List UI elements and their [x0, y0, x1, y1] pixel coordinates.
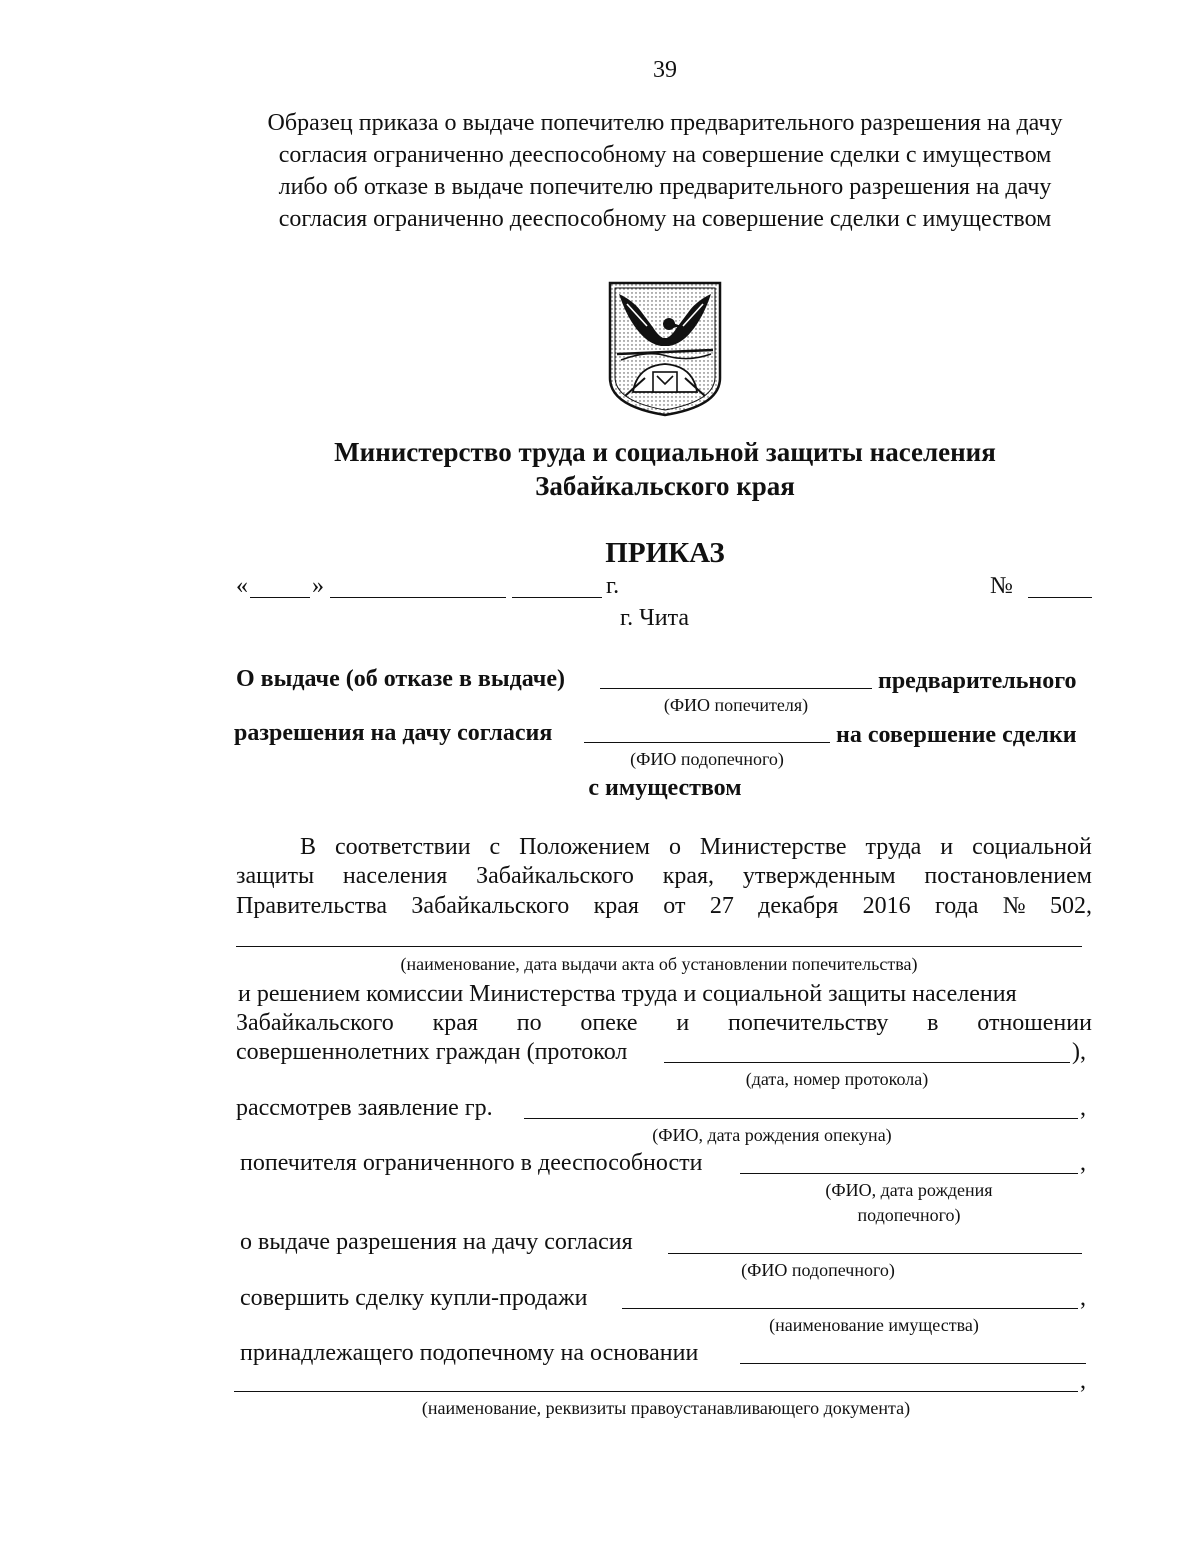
guardian-prefix: попечителя ограниченного в дееспособности — [240, 1150, 703, 1176]
body-line — [300, 833, 1092, 861]
subject-prefix: О выдаче (об отказе в выдаче) — [236, 666, 565, 692]
word: защиты — [236, 863, 315, 889]
coat-of-arms-eagle-icon — [607, 280, 723, 418]
hint-protocol: (дата, номер протокола) — [745, 1069, 929, 1089]
ownership-basis-field[interactable] — [740, 1363, 1086, 1364]
word: В — [300, 834, 317, 860]
word: края — [432, 1010, 478, 1036]
hint-ward-details: подопечного) — [857, 1205, 961, 1225]
word: 27 — [709, 893, 734, 919]
ownership-document-field[interactable] — [234, 1391, 1078, 1392]
hint-guardian-name: (ФИО попечителя) — [663, 695, 809, 715]
hint-ward-name: (ФИО подопечного) — [630, 749, 784, 769]
word: и — [676, 1010, 690, 1036]
heading-line: согласия ограниченно дееспособному на совершение сделки с имуществом — [278, 206, 1052, 232]
order-number-field[interactable] — [1028, 597, 1092, 598]
word: и — [940, 834, 954, 860]
word: края, — [662, 863, 715, 889]
page-number: 39 — [653, 57, 677, 83]
word: населения — [342, 863, 448, 889]
comma: , — [1080, 1368, 1086, 1394]
hint-guardianship-act: (наименование, дата выдачи акта об установлении попечительства) — [400, 954, 918, 974]
word: года — [934, 893, 979, 919]
issue-prefix: о выдаче разрешения на дачу согласия — [240, 1229, 633, 1255]
word: 502, — [1050, 893, 1092, 919]
word: Забайкальского — [476, 863, 634, 889]
word: Забайкальского — [236, 1010, 394, 1036]
hint-ward-details: (ФИО, дата рождения — [825, 1180, 993, 1200]
word: социальной — [972, 834, 1092, 860]
comma: , — [1080, 1150, 1086, 1176]
order-title: ПРИКАЗ — [605, 537, 725, 569]
word: постановлением — [924, 863, 1092, 889]
subject-prefix-2: разрешения на дачу согласия — [234, 720, 553, 746]
word: края — [593, 893, 639, 919]
guardian-name-field[interactable] — [600, 688, 872, 689]
protocol-field[interactable] — [664, 1062, 1070, 1063]
ward-fullname-field[interactable] — [668, 1253, 1082, 1254]
deal-prefix: совершить сделку купли-продажи — [240, 1285, 588, 1311]
year-field[interactable] — [512, 597, 602, 598]
word: декабря — [758, 893, 839, 919]
word: Правительства — [236, 893, 388, 919]
date-open-quote: « — [236, 573, 248, 599]
protocol-suffix: ), — [1072, 1039, 1086, 1065]
word: 2016 — [862, 893, 911, 919]
year-suffix: г. — [606, 573, 620, 599]
applicant-field[interactable] — [524, 1118, 1078, 1119]
heading-line: Образец приказа о выдаче попечителю предварительного разрешения на дачу — [267, 110, 1063, 136]
subject-suffix: предварительного — [878, 668, 1077, 694]
subject-line-3: с имуществом — [588, 775, 742, 801]
ministry-line: Министерство труда и социальной защиты населения — [334, 437, 996, 467]
word: о — [668, 834, 681, 860]
ward-details-field[interactable] — [740, 1173, 1078, 1174]
word: соответствии — [334, 834, 471, 860]
word: Забайкальского — [411, 893, 570, 919]
word: с — [489, 834, 501, 860]
hint-property: (наименование имущества) — [769, 1315, 979, 1335]
word: попечительству — [727, 1010, 889, 1036]
ministry-line: Забайкальского края — [535, 471, 795, 501]
word: опеке — [580, 1010, 638, 1036]
body-line — [236, 862, 1092, 890]
heading-line: либо об отказе в выдаче попечителю предварительного разрешения на дачу — [278, 174, 1052, 200]
body-line — [236, 892, 1092, 920]
word: по — [516, 1010, 542, 1036]
heading-line: согласия ограниченно дееспособному на совершение сделки с имуществом — [278, 142, 1052, 168]
hint-ward-fullname: (ФИО подопечного) — [741, 1260, 895, 1280]
hint-document: (наименование, реквизиты правоустанавливающего документа) — [421, 1398, 911, 1418]
property-field[interactable] — [622, 1308, 1078, 1309]
word: утвержденным — [742, 863, 896, 889]
hint-applicant: (ФИО, дата рождения опекуна) — [652, 1125, 892, 1145]
protocol-prefix: совершеннолетних граждан (протокол — [236, 1039, 628, 1065]
number-sign: № — [990, 573, 1013, 599]
body-line — [236, 1009, 1092, 1037]
day-field[interactable] — [250, 597, 310, 598]
word: от — [663, 893, 686, 919]
word: № — [1002, 893, 1026, 919]
subject-suffix-2: на совершение сделки — [836, 722, 1077, 748]
date-close-quote: » — [312, 573, 324, 599]
word: отношении — [977, 1010, 1092, 1036]
word: труда — [865, 834, 922, 860]
guardianship-act-field[interactable] — [236, 946, 1082, 947]
order-city: г. Чита — [620, 605, 690, 631]
owned-prefix: принадлежащего подопечному на основании — [240, 1340, 699, 1366]
word: Министерстве — [699, 834, 847, 860]
word: Положением — [519, 834, 650, 860]
word: в — [927, 1010, 939, 1036]
body-line: и решением комиссии Министерства труда и социальной защиты населения — [238, 981, 1017, 1007]
ward-name-field[interactable] — [584, 742, 830, 743]
review-prefix: рассмотрев заявление гр. — [236, 1095, 493, 1121]
month-field[interactable] — [330, 597, 506, 598]
comma: , — [1080, 1095, 1086, 1121]
comma: , — [1080, 1285, 1086, 1311]
